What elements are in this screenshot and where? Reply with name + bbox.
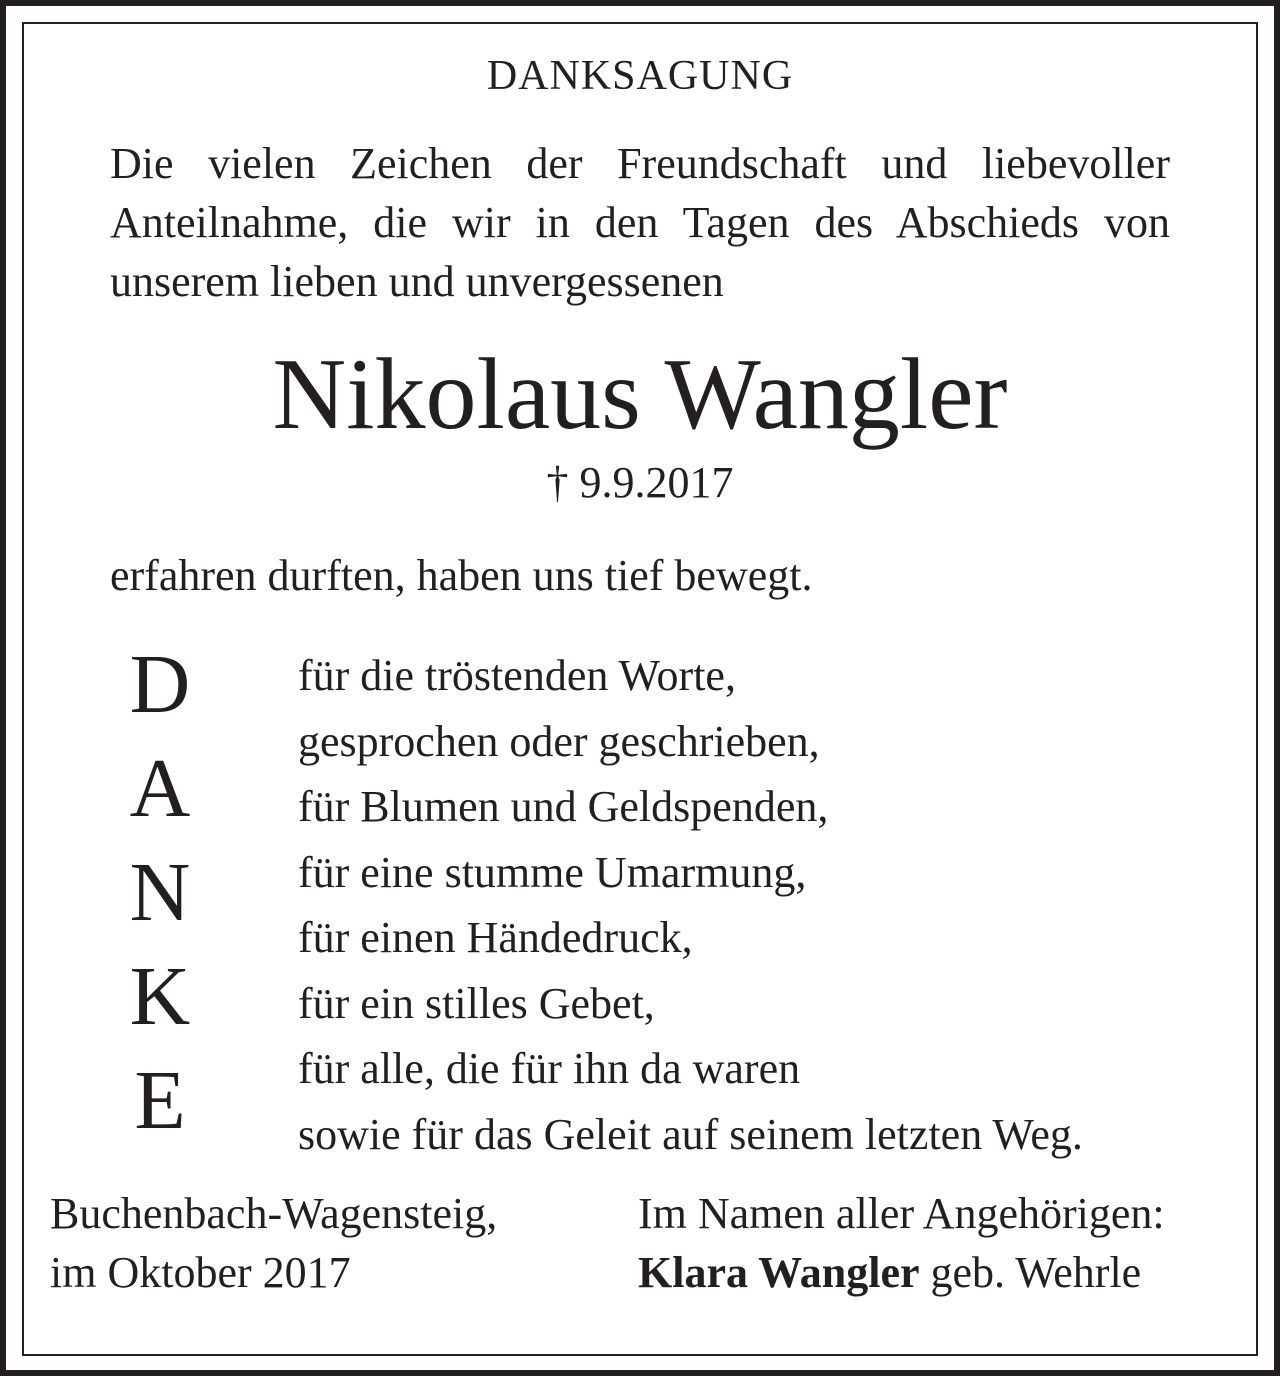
thanks-line: für alle, die für ihn da waren	[298, 1044, 801, 1093]
signatory-maiden-name: geb. Wehrle	[919, 1248, 1142, 1297]
intro-line: unserem lieben und unvergessenen	[110, 257, 724, 306]
signatory-name: Klara Wangler	[638, 1248, 920, 1297]
thanks-list	[298, 643, 1083, 1167]
acrostic-letter-n: N	[129, 846, 191, 939]
acrostic-letter-k: K	[129, 950, 191, 1043]
death-date: † 9.9.2017	[546, 458, 734, 507]
intro-line: Anteilnahme, die wir in den Tagen des Abschieds von	[110, 198, 1170, 247]
acrostic-letter-d: D	[129, 638, 191, 731]
intro-paragraph	[110, 134, 1170, 311]
after-name-text: erfahren durften, haben uns tief bewegt.	[110, 551, 813, 600]
thanks-line: gesprochen oder geschrieben,	[298, 716, 820, 766]
thanks-line: für die tröstenden Worte,	[298, 651, 736, 700]
signature-block	[638, 1184, 1165, 1302]
deceased-name: Nikolaus Wangler	[272, 338, 1008, 451]
thanks-line: sowie für das Geleit auf seinem letzten Weg.	[298, 1109, 1083, 1159]
thanks-line: für eine stumme Umarmung,	[298, 847, 807, 897]
notice-heading: DANKSAGUNG	[486, 53, 794, 99]
acrostic-letter-a: A	[129, 742, 191, 835]
acrostic-letter-e: E	[134, 1054, 186, 1147]
signatory	[638, 1243, 1165, 1302]
place-and-date	[50, 1184, 497, 1302]
thanks-line: für einen Händedruck,	[298, 913, 693, 962]
on-behalf-text: Im Namen aller Angehörigen:	[638, 1189, 1165, 1238]
notice-date: im Oktober 2017	[50, 1248, 351, 1297]
place: Buchenbach-Wagensteig,	[50, 1189, 498, 1238]
intro-line: Die vielen Zeichen der Freundschaft und liebevoller	[110, 139, 1170, 188]
thanks-line: für Blumen und Geldspenden,	[298, 782, 829, 831]
thanks-line: für ein stilles Gebet,	[298, 978, 655, 1028]
